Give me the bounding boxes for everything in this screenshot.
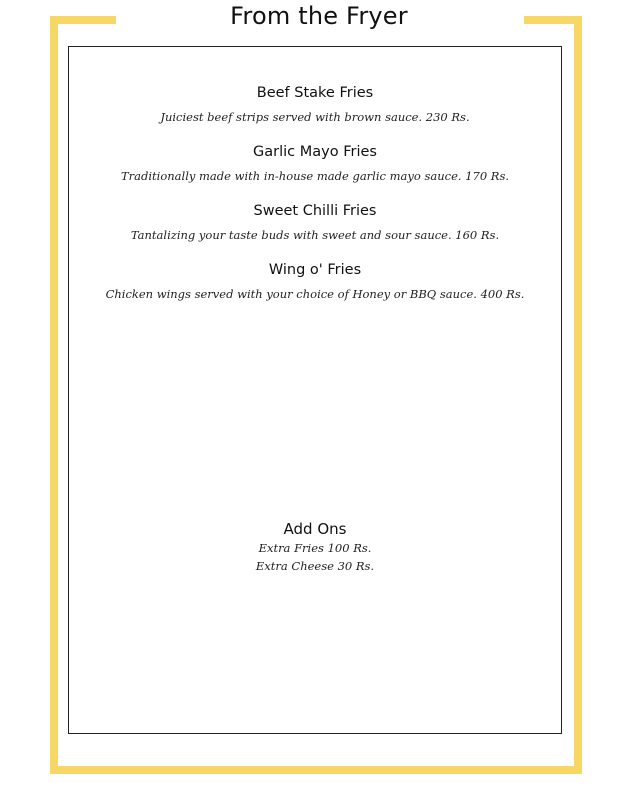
addon-line: Extra Cheese 30 Rs. [255, 559, 375, 573]
frame-left-edge [50, 16, 58, 774]
frame-right-edge [574, 16, 582, 774]
menu-item [68, 201, 562, 243]
menu-item [68, 83, 562, 125]
addons-section [68, 519, 562, 575]
menu-item-name: Garlic Mayo Fries [253, 144, 377, 160]
frame-bottom-edge [50, 766, 582, 774]
menu-item [68, 142, 562, 184]
menu-item-name: Wing o' Fries [268, 262, 362, 278]
menu-item-description: Chicken wings served with your choice of Honey or BBQ sauce. 400 Rs. [105, 287, 525, 301]
menu-item-name: Beef Stake Fries [256, 85, 374, 101]
page-title: From the Fryer [230, 2, 408, 30]
menu-item-name: Sweet Chilli Fries [253, 203, 377, 219]
addon-line: Extra Fries 100 Rs. [258, 541, 372, 555]
menu-item-description: Tantalizing your taste buds with sweet and sour sauce. 160 Rs. [130, 228, 500, 242]
menu-item [68, 260, 562, 302]
addons-title: Add Ons [283, 520, 347, 538]
menu-item-description: Traditionally made with in-house made garlic mayo sauce. 170 Rs. [120, 169, 510, 183]
menu-item-description: Juiciest beef strips served with brown sauce. 230 Rs. [160, 110, 470, 124]
